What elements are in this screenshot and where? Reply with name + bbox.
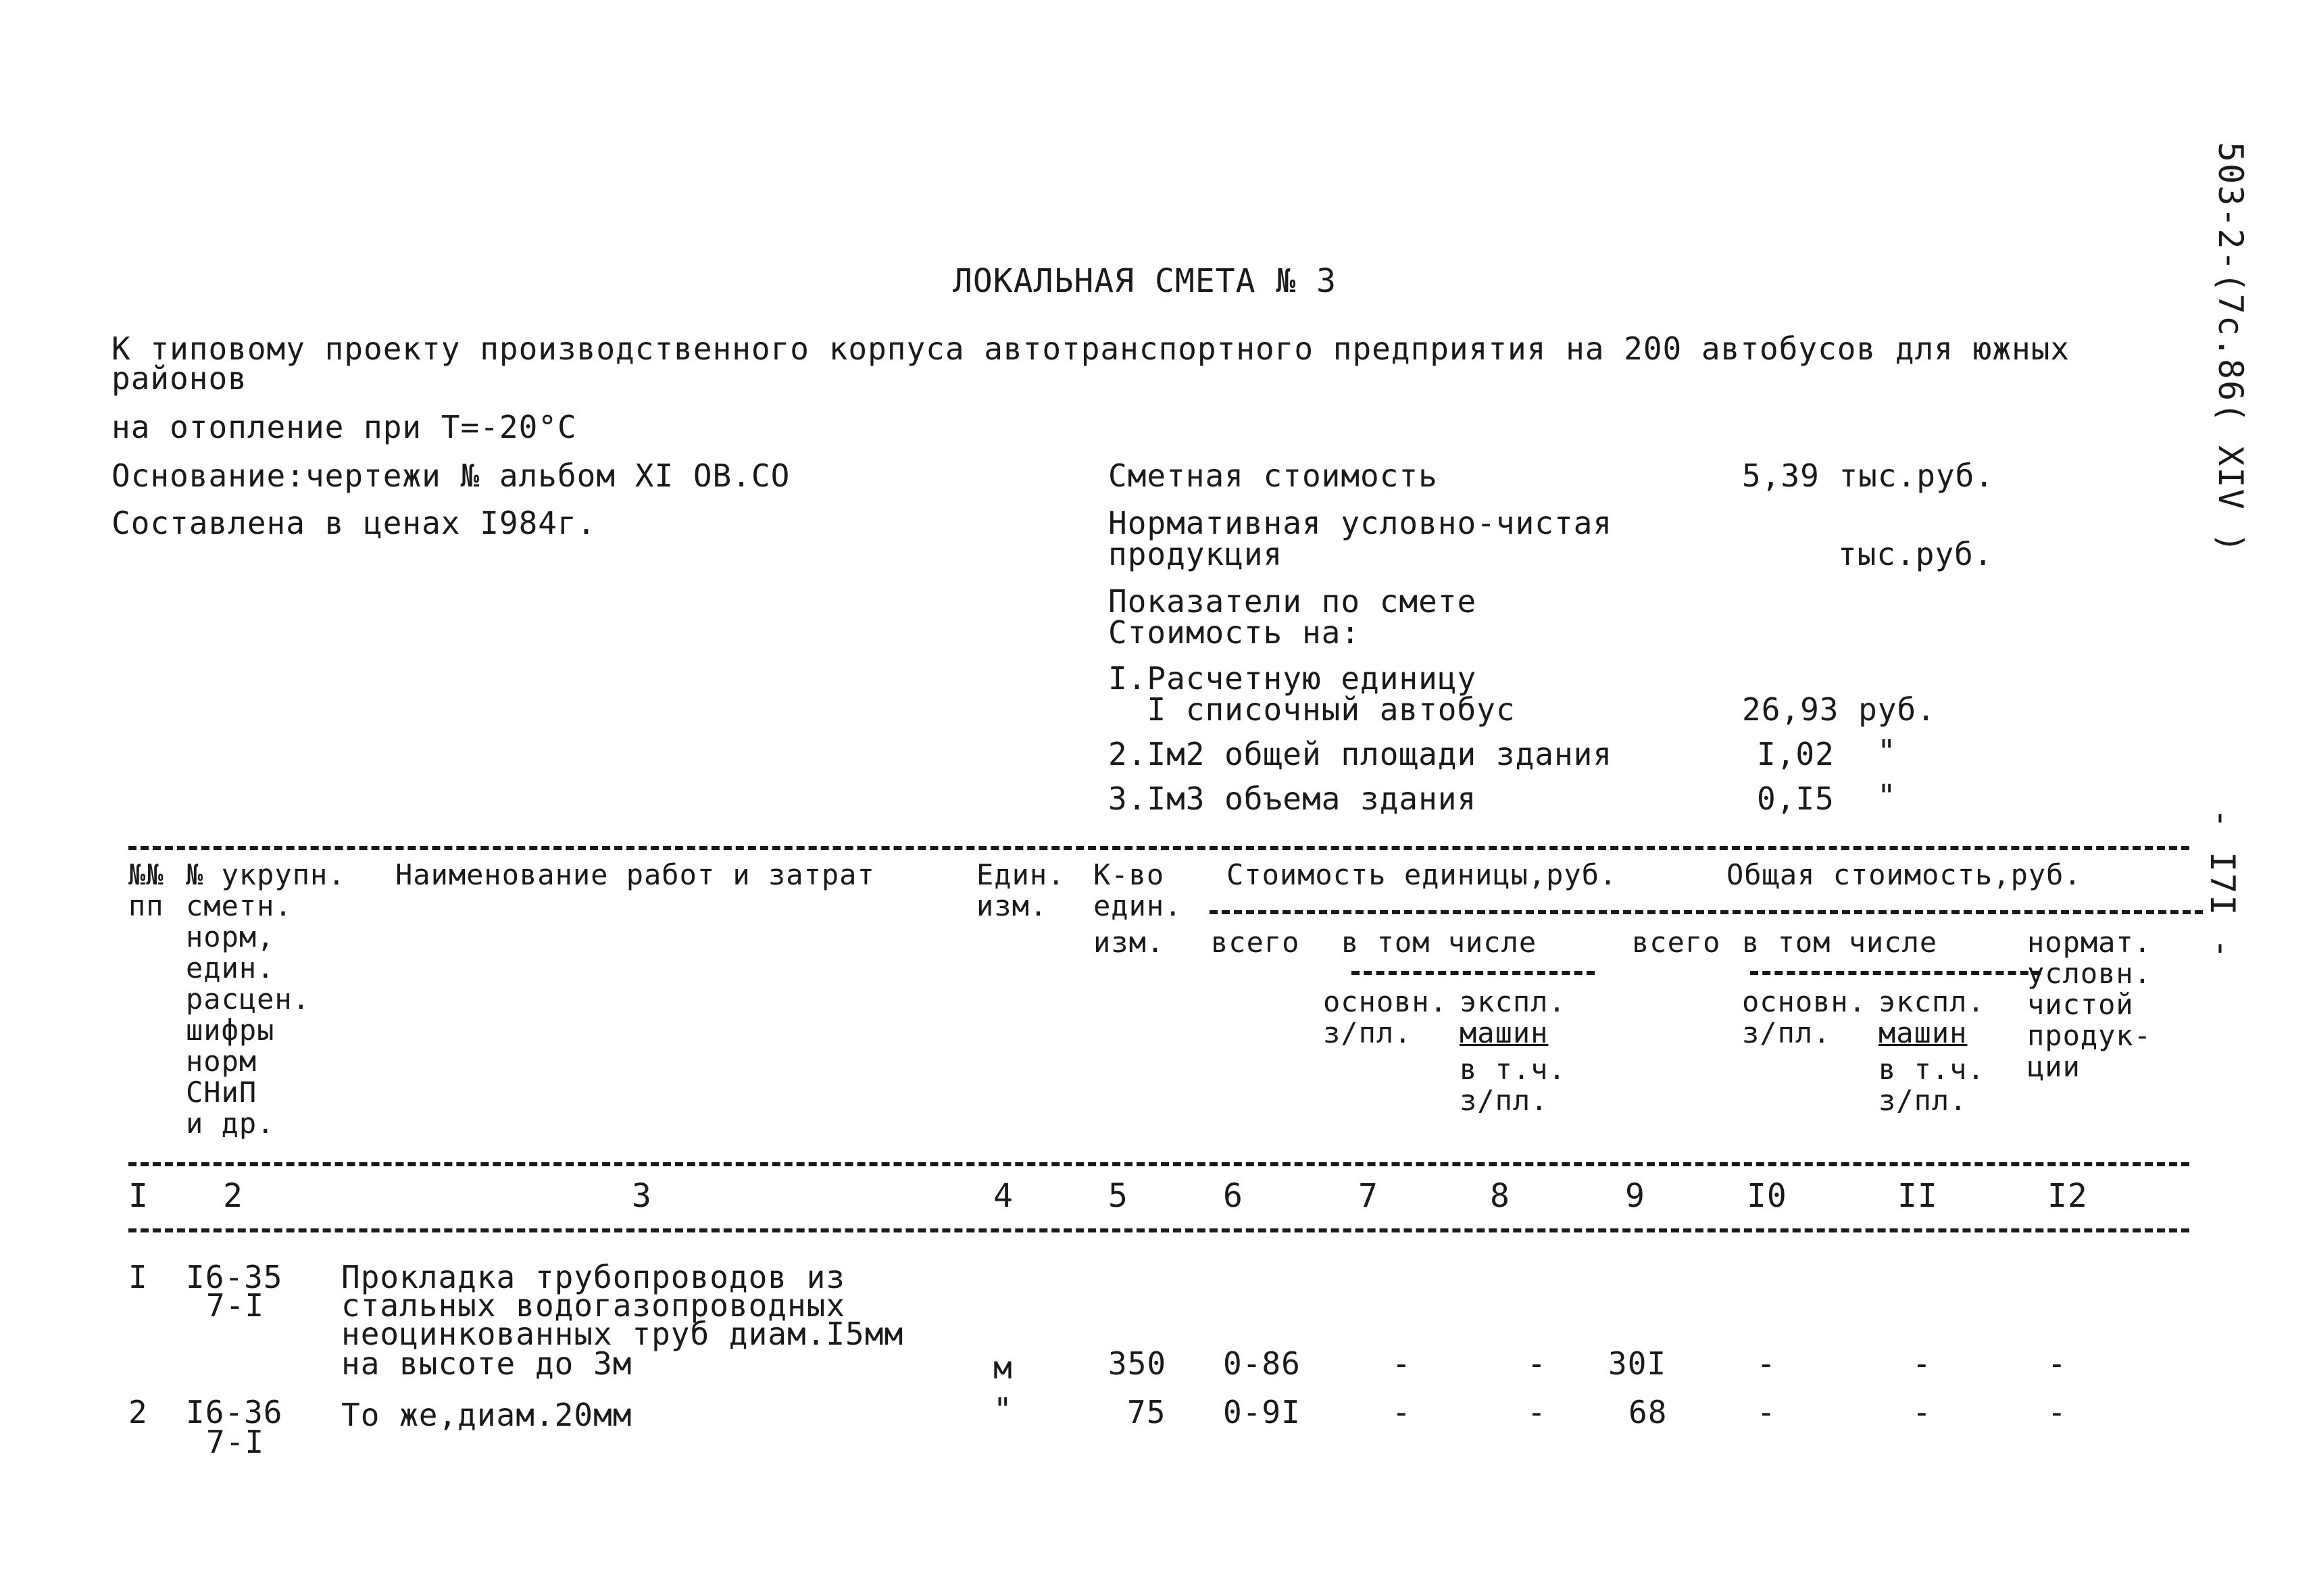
page-number: - I7I -: [2203, 808, 2242, 960]
header-bottom-rule: [128, 1162, 2189, 1166]
col12-header-3: чистой: [2027, 988, 2134, 1021]
col2-header-6: шифры: [186, 1014, 275, 1047]
col-number-11: II: [1897, 1177, 1938, 1215]
col7-header-2: з/пл.: [1323, 1016, 1412, 1049]
col5-header-1: К-во: [1093, 858, 1165, 891]
col12-header-2: условн.: [2027, 957, 2152, 990]
unit-cost-group-header: Стоимость единицы,руб.: [1226, 858, 1618, 891]
document-code-stamp: 503-2-(7с.86( XIV ): [2211, 142, 2250, 554]
row-unit-mach: -: [1527, 1394, 1547, 1430]
norm-value: тыс.руб.: [1838, 536, 1993, 572]
row-total-base: -: [1757, 1345, 1776, 1382]
col5-header-2: един.: [1093, 889, 1183, 922]
col-number-5: 5: [1108, 1177, 1128, 1215]
col1-header-1: №№: [128, 858, 164, 891]
indicator1-label-2: I списочный автобус: [1108, 691, 1516, 728]
col2-header-4: един.: [186, 951, 275, 984]
indicator2-ditto: ": [1877, 733, 1897, 770]
col8-header-3: в т.ч.: [1460, 1053, 1566, 1086]
indicators-label-1: Показатели по смете: [1108, 583, 1477, 620]
col10-header-2: з/пл.: [1742, 1016, 1831, 1049]
table-top-rule: [128, 846, 2189, 850]
row-unit: м: [993, 1349, 1013, 1386]
row-unit-total: 0-86: [1223, 1345, 1301, 1382]
col12-header-5: ции: [2027, 1050, 2081, 1083]
col-number-7: 7: [1358, 1177, 1378, 1215]
col7-header-1: основн.: [1323, 985, 1448, 1018]
col-number-10: I0: [1747, 1177, 1787, 1215]
col11-header-3: в т.ч.: [1878, 1053, 1985, 1086]
indicator3-value: 0,I5: [1757, 780, 1835, 817]
col8-header-2: машин: [1460, 1016, 1549, 1049]
row-unit-base: -: [1392, 1394, 1412, 1430]
row-qty: 75: [1127, 1394, 1166, 1430]
row-name-3: неоцинкованных труб диам.I5мм: [341, 1316, 904, 1352]
row-norm: -: [2047, 1394, 2067, 1430]
total-cost-group-header: Общая стоимость,руб.: [1726, 858, 2082, 891]
row-name-2: стальных водогазопроводных: [341, 1287, 846, 1324]
document-purpose: на отопление при Т=-20°С: [111, 409, 577, 445]
col2-header-7: норм: [186, 1045, 257, 1078]
col-number-6: 6: [1223, 1177, 1243, 1215]
row-code-2: 7-I: [206, 1424, 265, 1460]
row-code-2: 7-I: [206, 1287, 265, 1324]
col2-header-3: норм,: [186, 920, 275, 953]
row-total: 30I: [1608, 1345, 1667, 1382]
row-total-mach: -: [1912, 1394, 1932, 1430]
col2-header-1: № укрупн.: [186, 858, 346, 891]
col2-header-9: и др.: [186, 1107, 275, 1140]
indicator2-value: I,02: [1757, 736, 1835, 772]
col6-header: всего: [1211, 926, 1300, 959]
cost-label: Сметная стоимость: [1108, 457, 1438, 494]
col-number-2: 2: [223, 1177, 243, 1215]
col5-header-3: изм.: [1093, 926, 1165, 959]
document-subtitle-line1: К типовому проекту производственного корпуса автотранспортного предприятия на 200 автобусов для южных: [111, 330, 2070, 367]
col11-header-4: з/пл.: [1878, 1084, 1968, 1117]
col4-header-1: Един.: [976, 858, 1066, 891]
document-prices: Составлена в ценах I984г.: [111, 505, 597, 541]
indicator1-value: 26,93 руб.: [1742, 691, 1936, 728]
col3-header: Наименование работ и затрат: [395, 858, 875, 891]
row-unit-total: 0-9I: [1223, 1394, 1301, 1430]
header-group-rule: [1210, 910, 2203, 914]
document-title: ЛОКАЛЬНАЯ СМЕТА № 3: [953, 262, 1337, 300]
col12-header-1: нормат.: [2027, 926, 2152, 959]
col-number-1: I: [128, 1177, 149, 1215]
indicator3-ditto: ": [1877, 778, 1897, 814]
col2-header-8: СНиП: [186, 1076, 257, 1109]
column-numbers-rule: [128, 1228, 2189, 1232]
indicator1-label-1: I.Расчетную единицу: [1108, 660, 1477, 697]
col11-header-1: экспл.: [1878, 985, 1985, 1018]
row-name-1: Прокладка трубопроводов из: [341, 1259, 846, 1295]
row-code-1: I6-36: [186, 1394, 283, 1430]
unit-incl-rule: [1351, 971, 1595, 975]
col9-header: всего: [1632, 926, 1721, 959]
indicators-label-2: Стоимость на:: [1108, 614, 1361, 651]
col8-header-4: з/пл.: [1460, 1084, 1549, 1117]
row-number: 2: [128, 1394, 148, 1430]
row-number: I: [128, 1259, 148, 1295]
row-total-mach: -: [1912, 1345, 1932, 1382]
col2-header-5: расцен.: [186, 982, 311, 1016]
col10-header-1: основн.: [1742, 985, 1867, 1018]
row-total: 68: [1628, 1394, 1668, 1430]
col4-header-2: изм.: [976, 889, 1048, 922]
document-basis: Основание:чертежи № альбом XI ОВ.СО: [111, 457, 791, 494]
row-unit: ": [993, 1391, 1013, 1428]
col12-header-4: продук-: [2027, 1019, 2152, 1052]
total-incl-header: в том числе: [1742, 926, 1938, 959]
row-total-base: -: [1757, 1394, 1776, 1430]
row-unit-mach: -: [1527, 1345, 1547, 1382]
row-norm: -: [2047, 1345, 2067, 1382]
row-name-1: То же,диам.20мм: [341, 1397, 632, 1433]
col2-header-2: сметн.: [186, 889, 293, 922]
col-number-12: I2: [2047, 1177, 2088, 1215]
col1-header-2: пп: [128, 889, 164, 922]
col-number-3: 3: [632, 1177, 652, 1215]
total-incl-rule: [1750, 971, 2041, 975]
col-number-8: 8: [1490, 1177, 1510, 1215]
document-subtitle-line2: районов: [111, 360, 247, 397]
col-number-4: 4: [993, 1177, 1014, 1215]
norm-label-2: продукция: [1108, 536, 1283, 572]
col-number-9: 9: [1625, 1177, 1645, 1215]
unit-incl-header: в том числе: [1341, 926, 1537, 959]
col11-header-2: машин: [1878, 1016, 1968, 1049]
cost-value: 5,39 тыс.руб.: [1742, 457, 1995, 494]
norm-label-1: Нормативная условно-чистая: [1108, 505, 1613, 541]
row-code-1: I6-35: [186, 1259, 283, 1295]
col8-header-1: экспл.: [1460, 985, 1566, 1018]
row-name-4: на высоте до 3м: [341, 1345, 632, 1382]
indicator3-label: 3.Iм3 объема здания: [1108, 780, 1477, 817]
indicator2-label: 2.Iм2 общей площади здания: [1108, 736, 1613, 772]
row-unit-base: -: [1392, 1345, 1412, 1382]
row-qty: 350: [1108, 1345, 1167, 1382]
